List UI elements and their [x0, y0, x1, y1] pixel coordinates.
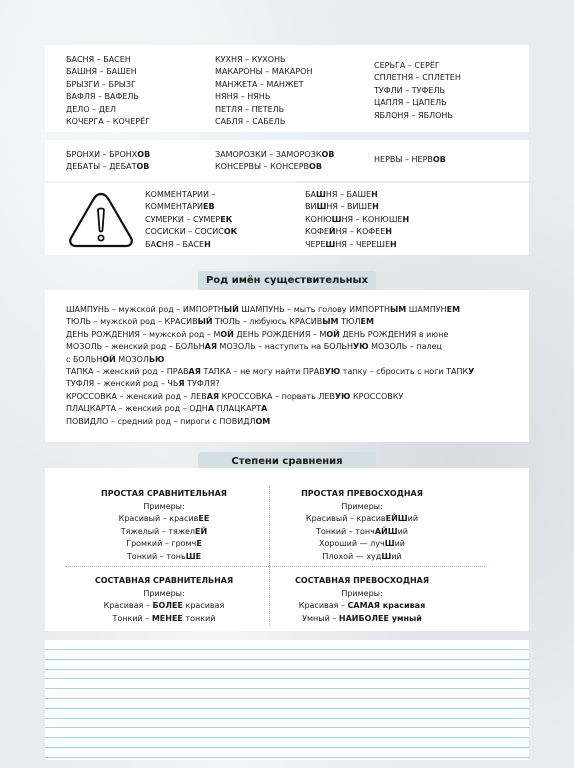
text-line: Тонкий – тончАЙШий — [315, 526, 409, 536]
compound-comparative-examples — [61, 600, 267, 625]
text-line: КУХНЯ – КУХОНЬ — [215, 55, 286, 64]
text-line: ДЕБАТЫ – ДЕБАТОВ — [66, 162, 150, 172]
compound-superlative-examples-label: Примеры: — [341, 588, 383, 598]
ruled-line — [45, 698, 529, 699]
gender-card — [45, 290, 529, 442]
text-line: Тяжелый – тяжелЕЙ — [120, 526, 208, 536]
text-line: Тонкий – тоньШЕ — [126, 551, 202, 561]
simple-superlative-examples — [259, 513, 465, 563]
simple-comparative-examples — [61, 513, 267, 563]
text-line: КОНЮШНЯ – КОНЮШЕН — [305, 214, 410, 224]
text-line: ДЕНЬ РОЖДЕНИЯ – мужской род – МОЙ ДЕНЬ РОЖДЕНИЯ – МОЙ ДЕНЬ РОЖДЕНИЯ в июне — [66, 329, 449, 339]
text-line: ШАМПУНЬ – мужской род – ИМПОРТНЫЙ ШАМПУНЬ – мыть голову ИМПОРТНЫМ ШАМПУНЕМ — [66, 305, 461, 314]
text-line: с БОЛЬНОЙ МОЗОЛЬЮ — [66, 354, 165, 364]
ov-column-2 — [215, 149, 334, 174]
text-line: Громкий – громчЕ — [126, 539, 202, 548]
compound-comparative-block — [61, 575, 267, 625]
text-line: СПЛЕТНЯ – СПЛЕТЕН — [374, 73, 461, 83]
text-line: БАСНЯ – БАСЕН — [66, 55, 131, 64]
simple-comparative-title: ПРОСТАЯ СРАВНИТЕЛЬНАЯ — [101, 489, 227, 498]
ov-column-1 — [66, 149, 150, 174]
text-line: ЗАМОРОЗКИ – ЗАМОРОЗКОВ — [215, 150, 335, 159]
text-line: ПЛАЦКАРТА – женский род – ОДНА ПЛАЦКАРТА — [66, 404, 268, 414]
warning-column-2 — [305, 189, 409, 251]
text-line: СОСИСКИ – СОСИСОК — [145, 227, 238, 237]
text-line: Плохой — худШий — [322, 551, 402, 561]
simple-comparative-examples-label: Примеры: — [143, 501, 185, 511]
gender-heading: Род имён существительных — [198, 271, 376, 290]
text-line: НЕРВЫ – НЕРВОВ — [374, 155, 446, 164]
ov-column-3 — [374, 154, 446, 166]
text-line: ТУФЛЯ – женский род – ЧЬЯ ТУФЛЯ? — [66, 379, 220, 389]
text-line: СЕРЬГА – СЕРЁГ — [374, 61, 440, 70]
ruled-line — [45, 757, 529, 758]
text-line: ВАФЛЯ – ВАФЕЛЬ — [66, 92, 139, 102]
plural-column-2 — [215, 54, 312, 128]
text-line: ВИШНЯ – ВИШЕН — [305, 202, 379, 212]
ruled-line — [45, 708, 529, 709]
simple-superlative-block — [259, 488, 465, 563]
warning-triangle-icon — [65, 188, 137, 250]
compound-superlative-examples — [259, 600, 465, 625]
compound-superlative-title: СОСТАВНАЯ ПРЕВОСХОДНАЯ — [294, 576, 430, 585]
plural-forms-card — [45, 45, 529, 132]
text-line: МАКАРОНЫ – МАКАРОН — [215, 67, 313, 77]
ruled-line — [45, 669, 529, 670]
ruled-line — [45, 678, 529, 679]
ruled-line — [45, 688, 529, 689]
text-line: Красивая – БОЛЕЕ красивая — [103, 601, 225, 610]
text-line: МОЗОЛЬ – женский род – БОЛЬНАЯ МОЗОЛЬ – наступить на БОЛЬНУЮ МОЗОЛЬ – палец — [66, 342, 442, 352]
gender-lines — [66, 304, 474, 428]
ov-endings-card — [45, 140, 529, 181]
text-line: НЯНЯ – НЯНЬ — [215, 92, 271, 102]
text-line: ПОВИДЛО – средний род – пироги с ПОВИДЛОМ — [66, 416, 271, 426]
text-line: КОММЕНТАРИИ – — [145, 190, 216, 199]
text-line: ПЕТЛЯ – ПЕТЕЛЬ — [215, 104, 285, 114]
text-line: Умный – НАИБОЛЕЕ умный — [302, 613, 422, 623]
simple-superlative-title: ПРОСТАЯ ПРЕВОСХОДНАЯ — [301, 489, 423, 498]
text-line: САБЛЯ – САБЕЛЬ — [215, 117, 286, 127]
text-line: ЧЕРЕШНЯ – ЧЕРЕШЕН — [305, 239, 397, 249]
plural-column-3 — [374, 60, 461, 122]
text-line: СУМЕРКИ – СУМЕРЕК — [145, 214, 233, 224]
text-line: БРЫЗГИ – БРЫЗГ — [66, 79, 136, 89]
text-line: Красивый – красивЕЕ — [118, 514, 210, 523]
text-line: ДЕЛО – ДЕЛ — [66, 104, 117, 114]
text-line: БАШНЯ – БАШЕН — [66, 67, 137, 77]
compound-comparative-title: СОСТАВНАЯ СРАВНИТЕЛЬНАЯ — [94, 576, 234, 585]
comparison-card — [45, 468, 529, 631]
ruled-line — [45, 659, 529, 660]
ruled-line — [45, 727, 529, 728]
compound-comparative-examples-label: Примеры: — [143, 588, 185, 598]
text-line: Красивый – красивЕЙШий — [305, 514, 419, 523]
plural-column-1 — [66, 54, 150, 128]
text-line: ТУФЛИ – ТУФЕЛЬ — [374, 85, 445, 95]
text-line: ТАПКА – женский род – ПРАВАЯ ТАПКА – не могу найти ПРАВУЮ тапку – сбросить с ноги ТАПКУ — [66, 367, 475, 377]
ruled-notes-area — [45, 640, 529, 760]
compound-superlative-block — [259, 575, 465, 625]
text-line: БРОНХИ – БРОНХОВ — [66, 150, 151, 159]
text-line: ТЮЛЬ – мужской род – КРАСИВЫЙ ТЮЛЬ – любуюсь КРАСИВЫМ ТЮЛЕМ — [66, 317, 374, 327]
text-line: Красивая – САМАЯ красивая — [298, 601, 426, 610]
text-line: Тонкий – МЕНЕЕ тонкий — [112, 613, 216, 623]
simple-superlative-examples-label: Примеры: — [341, 501, 383, 511]
ruled-line — [45, 737, 529, 738]
text-line: КРОССОВКА – женский род – ЛЕВАЯ КРОССОВКА – порвать ЛЕВУЮ КРОССОВКУ — [66, 391, 404, 401]
simple-comparative-block — [61, 488, 267, 563]
text-line: КОММЕНТАРИЕВ — [145, 202, 215, 212]
text-line: БАШНЯ – БАШЕН — [305, 190, 378, 199]
text-line: Хороший — лучШий — [318, 539, 406, 548]
warning-card — [45, 183, 529, 255]
text-line: БАСНЯ – БАСЕН — [145, 239, 211, 249]
ruled-line — [45, 747, 529, 748]
warning-column-1 — [145, 189, 237, 251]
text-line: КОНСЕРВЫ – КОНСЕРВОВ — [215, 162, 322, 172]
text-line: МАНЖЕТА – МАНЖЕТ — [215, 79, 304, 89]
text-line: ЦАПЛЯ – ЦАПЕЛЬ — [374, 98, 447, 108]
text-line: ЯБЛОНЯ – ЯБЛОНЬ — [374, 110, 453, 120]
comparison-heading: Степени сравнения — [198, 452, 376, 471]
text-line: КОФЕЙНЯ – КОФЕЕН — [305, 227, 392, 237]
ruled-line — [45, 649, 529, 650]
text-line: КОЧЕРГА – КОЧЕРЁГ — [66, 117, 151, 127]
horizontal-divider — [65, 566, 485, 567]
ruled-line — [45, 718, 529, 719]
